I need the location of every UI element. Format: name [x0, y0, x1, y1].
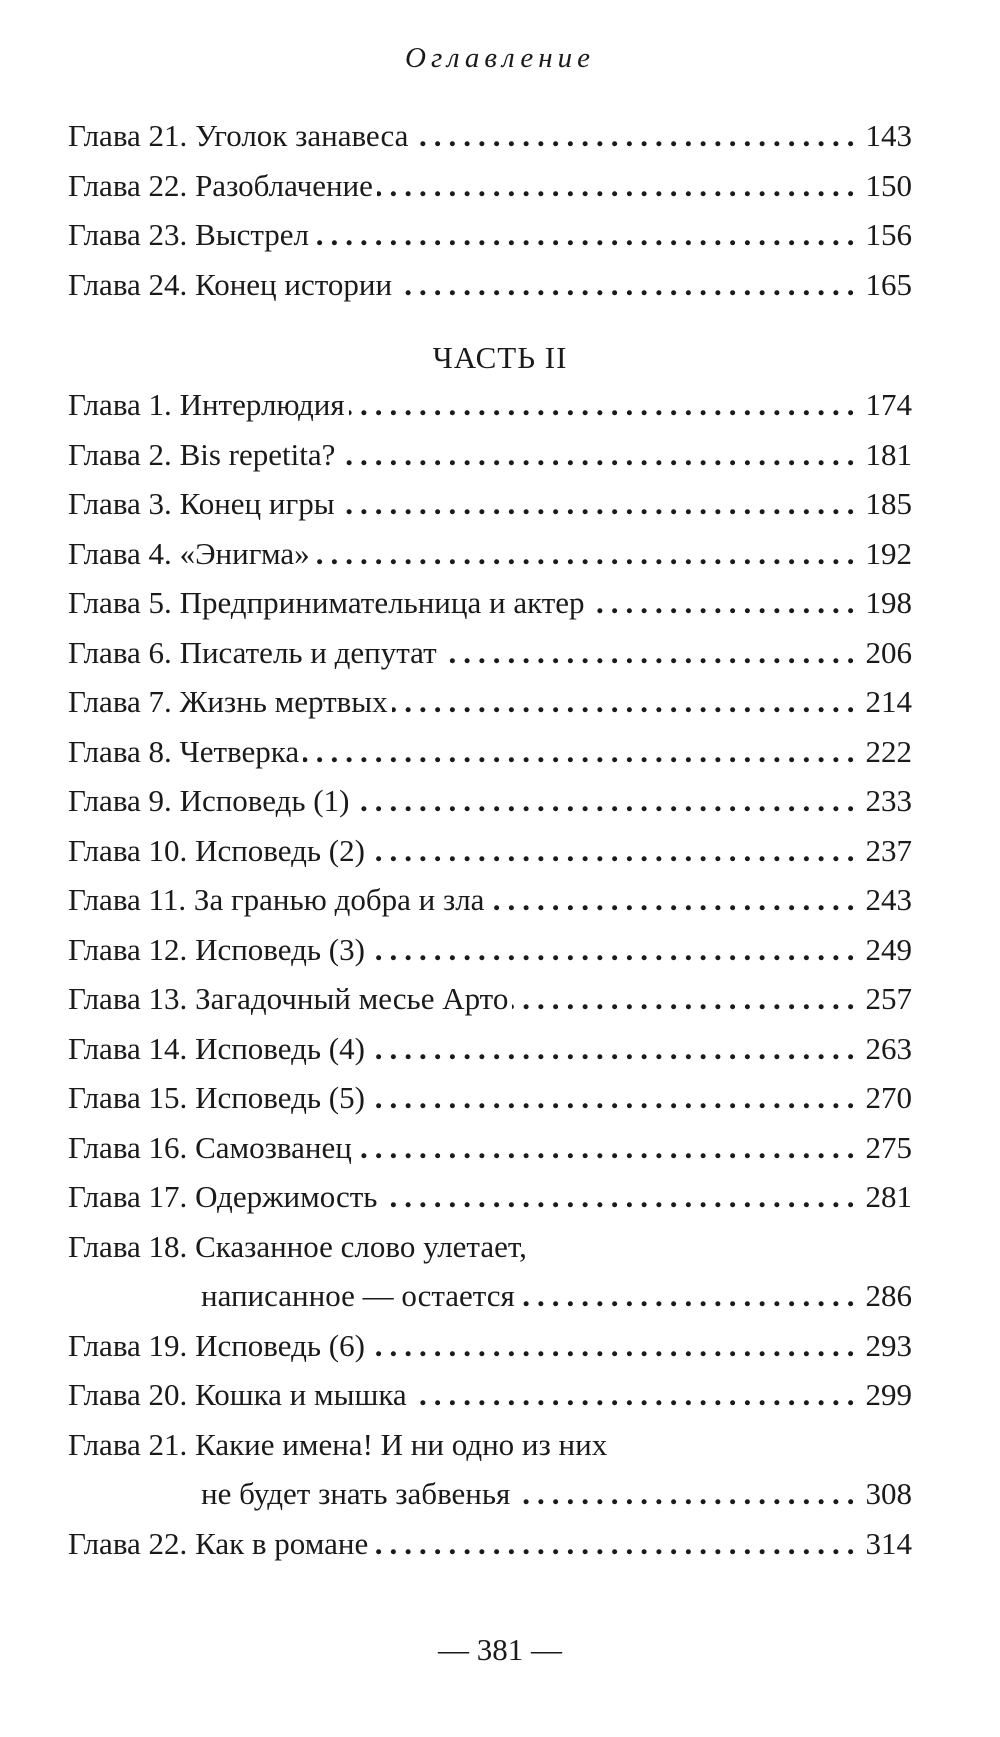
toc-entry [68, 1321, 912, 1371]
toc-entry [68, 260, 912, 310]
page-number: — 381 — [438, 1632, 562, 1667]
chapter-title: Конец игры [179, 486, 335, 521]
page-reference: 243 [865, 882, 912, 917]
dot-leader [377, 161, 862, 211]
chapter-title: Конец истории [195, 266, 393, 302]
chapter-number: Глава 11. [68, 882, 194, 917]
page-reference: 281 [865, 1179, 912, 1214]
dot-leader [369, 826, 862, 876]
toc-entry [68, 925, 912, 975]
page-reference: 249 [865, 931, 912, 967]
toc-entry [68, 1222, 912, 1272]
dot-leader [488, 875, 861, 925]
chapter-title: Исповедь (3) [195, 931, 365, 967]
toc-entry-continuation [68, 1469, 912, 1519]
page-reference: 222 [865, 733, 912, 769]
running-head: Оглавление [405, 42, 595, 74]
chapter-number: Глава 20. [68, 1377, 196, 1412]
dot-leader [512, 974, 861, 1024]
page-reference: 270 [865, 1080, 912, 1115]
dot-leader [396, 260, 861, 310]
chapter-title: Исповедь (6) [195, 1327, 365, 1363]
dot-leader [349, 380, 862, 430]
chapter-title: Кошка и мышка [195, 1377, 407, 1412]
page-reference: 174 [865, 387, 912, 422]
dot-leader [313, 210, 862, 260]
chapter-title: Выстрел [195, 217, 309, 252]
toc-entry [68, 826, 912, 876]
chapter-number: Глава 4. [68, 535, 180, 571]
page-reference: 198 [865, 585, 912, 620]
chapter-title-continuation: написанное — остается [201, 1278, 515, 1313]
toc-entry [68, 1123, 912, 1173]
chapter-number: Глава 1. [68, 387, 180, 422]
dot-leader [369, 1321, 862, 1371]
dot-leader [441, 628, 862, 678]
chapter-title: За гранью добра и зла [193, 882, 485, 917]
chapter-number: Глава 7. [68, 684, 180, 719]
toc-entry [68, 727, 912, 777]
page-reference: 275 [865, 1129, 912, 1165]
chapter-title: Исповедь (2) [195, 832, 365, 868]
page-reference: 206 [865, 634, 912, 670]
toc-entry [68, 1024, 912, 1074]
toc-part-2 [68, 380, 912, 1568]
chapter-number: Глава 16. [68, 1129, 196, 1165]
chapter-title: Bis repetita? [179, 436, 336, 472]
page-reference: 263 [865, 1030, 912, 1066]
chapter-number: Глава 2. [68, 436, 180, 472]
chapter-title: Исповедь (4) [195, 1030, 365, 1066]
chapter-number: Глава 22. [68, 167, 196, 203]
dot-leader [519, 1271, 862, 1321]
chapter-number: Глава 23. [68, 217, 196, 252]
chapter-title: Разоблачение [195, 167, 373, 203]
chapter-title: Самозванец [195, 1129, 352, 1165]
page-reference: 233 [865, 783, 912, 818]
chapter-number: Глава 18. [68, 1228, 196, 1264]
chapter-title-continuation: не будет знать забвенья [201, 1476, 511, 1511]
chapter-title: Жизнь мертвых [179, 684, 388, 719]
page-reference: 192 [865, 535, 912, 571]
toc-entry-continuation [68, 1271, 912, 1321]
toc-entry [68, 1519, 912, 1569]
chapter-number: Глава 14. [68, 1030, 196, 1066]
chapter-number: Глава 13. [68, 981, 196, 1016]
chapter-number: Глава 5. [68, 585, 180, 620]
toc-entry [68, 430, 912, 480]
toc-entry [68, 1370, 912, 1420]
toc-entry [68, 776, 912, 826]
dot-leader [339, 479, 862, 529]
chapter-title: Интерлюдия [179, 387, 345, 422]
page-reference: 314 [865, 1525, 912, 1561]
dot-leader [314, 529, 862, 579]
chapter-number: Глава 24. [68, 266, 196, 302]
toc-entry [68, 479, 912, 529]
toc-entry [68, 578, 912, 628]
chapter-title: «Энигма» [179, 535, 310, 571]
chapter-title: Четверка [179, 733, 300, 769]
chapter-number: Глава 21. [68, 118, 196, 153]
part-heading: ЧАСТЬ II [432, 340, 568, 375]
toc-entry [68, 628, 912, 678]
chapter-title: Писатель и депутат [179, 634, 437, 670]
page-reference: 185 [865, 486, 912, 521]
chapter-number: Глава 19. [68, 1327, 196, 1363]
page-reference: 150 [865, 167, 912, 203]
page-reference: 293 [865, 1327, 912, 1363]
toc-entry [68, 677, 912, 727]
page-reference: 308 [865, 1476, 912, 1511]
toc-entry [68, 974, 912, 1024]
dot-leader [589, 578, 862, 628]
chapter-number: Глава 15. [68, 1080, 196, 1115]
chapter-number: Глава 8. [68, 733, 180, 769]
toc-entry [68, 1073, 912, 1123]
dot-leader [412, 111, 861, 161]
dot-leader [353, 776, 861, 826]
toc-part-1 [68, 111, 912, 309]
page-reference: 143 [865, 118, 912, 153]
page-reference: 299 [865, 1377, 912, 1412]
chapter-title: Загадочный месье Арто [195, 981, 509, 1016]
toc-entry [68, 529, 912, 579]
chapter-title: Какие имена! И ни одно из них [195, 1426, 608, 1462]
dot-leader [381, 1172, 861, 1222]
toc-entry [68, 161, 912, 211]
chapter-title: Сказанное слово улетает, [195, 1228, 527, 1264]
chapter-number: Глава 3. [68, 486, 180, 521]
page-reference: 237 [865, 832, 912, 868]
toc-entry [68, 111, 912, 161]
dot-leader [369, 1024, 862, 1074]
dot-leader [369, 1073, 862, 1123]
chapter-number: Глава 6. [68, 634, 180, 670]
page-reference: 257 [865, 981, 912, 1016]
chapter-number: Глава 10. [68, 832, 196, 868]
chapter-number: Глава 22. [68, 1525, 196, 1561]
chapter-number: Глава 21. [68, 1426, 196, 1462]
page-reference: 286 [865, 1278, 912, 1313]
dot-leader [411, 1370, 862, 1420]
toc-entry [68, 875, 912, 925]
toc-entry [68, 380, 912, 430]
dot-leader [369, 925, 862, 975]
chapter-title: Как в романе [195, 1525, 369, 1561]
dot-leader [372, 1519, 861, 1569]
dot-leader [514, 1469, 861, 1519]
chapter-title: Исповедь (5) [195, 1080, 365, 1115]
chapter-title: Уголок занавеса [195, 118, 409, 153]
chapter-number: Глава 9. [68, 783, 180, 818]
dot-leader [339, 430, 861, 480]
chapter-title: Предпринимательница и актер [179, 585, 585, 620]
toc-entry [68, 210, 912, 260]
page-reference: 156 [865, 217, 912, 252]
chapter-title: Одержимость [195, 1179, 378, 1214]
chapter-title: Исповедь (1) [179, 783, 350, 818]
dot-leader [303, 727, 861, 777]
toc-entry [68, 1172, 912, 1222]
page-reference: 181 [865, 436, 912, 472]
page-reference: 214 [865, 684, 912, 719]
chapter-number: Глава 17. [68, 1179, 196, 1214]
page-reference: 165 [865, 266, 912, 302]
dot-leader [356, 1123, 862, 1173]
chapter-number: Глава 12. [68, 931, 196, 967]
toc-entry [68, 1420, 912, 1470]
dot-leader [392, 677, 862, 727]
